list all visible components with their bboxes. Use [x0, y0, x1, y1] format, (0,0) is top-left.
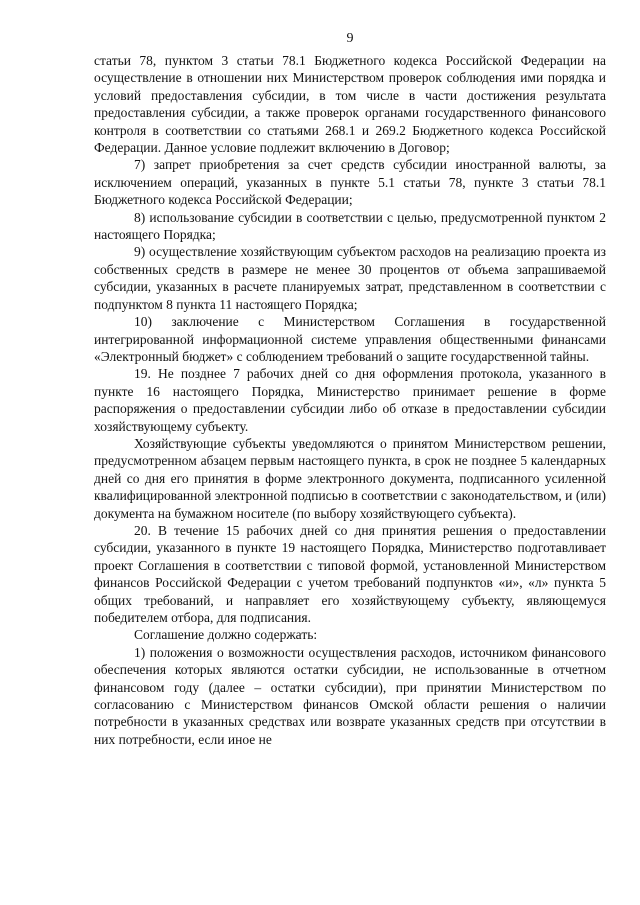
paragraph-continuation: статьи 78, пунктом 3 статьи 78.1 Бюджетного кодекса Российской Федерации на осуществление в отношении них Министерством проверок соблюдения ими порядка и условий предоставления субсидии, в том числе в части достижения результата предоставления субсидии, а также проверок органами государственного финансового контроля в соответствии со статьями 268.1 и 269.2 Бюджетного кодекса Российской Федерации. Данное условие подлежит включению в Договор;: [94, 53, 606, 156]
paragraph-clause-20: 20. В течение 15 рабочих дней со дня принятия решения о предоставлении субсидии, указанного в пункте 19 настоящего Порядка, Министерство подготавливает проект Соглашения в соответствии с типовой формой, установленной Министерством финансов Российской Федерации с учетом требований подпунктов «и», «л» пункта 5 общих требований, и направляет его хозяйствующему субъекту, являющемуся победителем отбора, для подписания.: [94, 522, 606, 625]
paragraph-item-9: 9) осуществление хозяйствующим субъектом расходов на реализацию проекта из собственных средств в размере не менее 30 процентов от объема запрашиваемой субсидии, указанных в расчете планируемых затрат, представленном в соответствии с подпунктом 8 пункта 11 настоящего Порядка;: [94, 244, 606, 312]
page-number: 9: [346, 31, 354, 46]
paragraph-item-8: 8) использование субсидии в соответствии с целью, предусмотренной пунктом 2 настоящего Порядка;: [94, 209, 606, 243]
paragraph-notification: Хозяйствующие субъекты уведомляются о принятом Министерством решении, предусмотренном абзацем первым настоящего пункта, в срок не позднее 5 календарных дней со дня его принятия в форме электронного документа, подписанного усиленной квалифицированной электронной подписью в соответствии с законодательством, и (или) документа на бумажном носителе (по выбору хозяйствующего субъекта).: [94, 435, 606, 521]
paragraph-item-10: 10) заключение с Министерством Соглашения в государственной интегрированной информационной системе управления общественными финансами «Электронный бюджет» с соблюдением требований о защите государственной тайны.: [94, 314, 606, 364]
paragraph-agreement-intro: Соглашение должно содержать:: [134, 627, 318, 643]
paragraph-clause-19: 19. Не позднее 7 рабочих дней со дня оформления протокола, указанного в пункте 16 настоящего Порядка, Министерство принимает решение в форме распоряжения о предоставлении субсидии либо об отказе в предоставлении субсидии хозяйствующему субъекту.: [94, 366, 606, 434]
paragraph-item-7: 7) запрет приобретения за счет средств субсидии иностранной валюты, за исключением операций, указанных в пункте 5.1 статьи 78, пункте 3 статьи 78.1 Бюджетного кодекса Российской Федерации;: [94, 157, 606, 208]
paragraph-agreement-item-1: 1) положения о возможности осуществления расходов, источником финансового обеспечения которых являются остатки субсидии, не использованные в отчетном финансовом году (далее – остатки субсидии), при принятии Министерством по согласованию с Министерством финансов Омской области решения о наличии потребности в указанных средствах или возврате указанных средств при отсутствии в них потребности, если иное не: [94, 644, 606, 747]
